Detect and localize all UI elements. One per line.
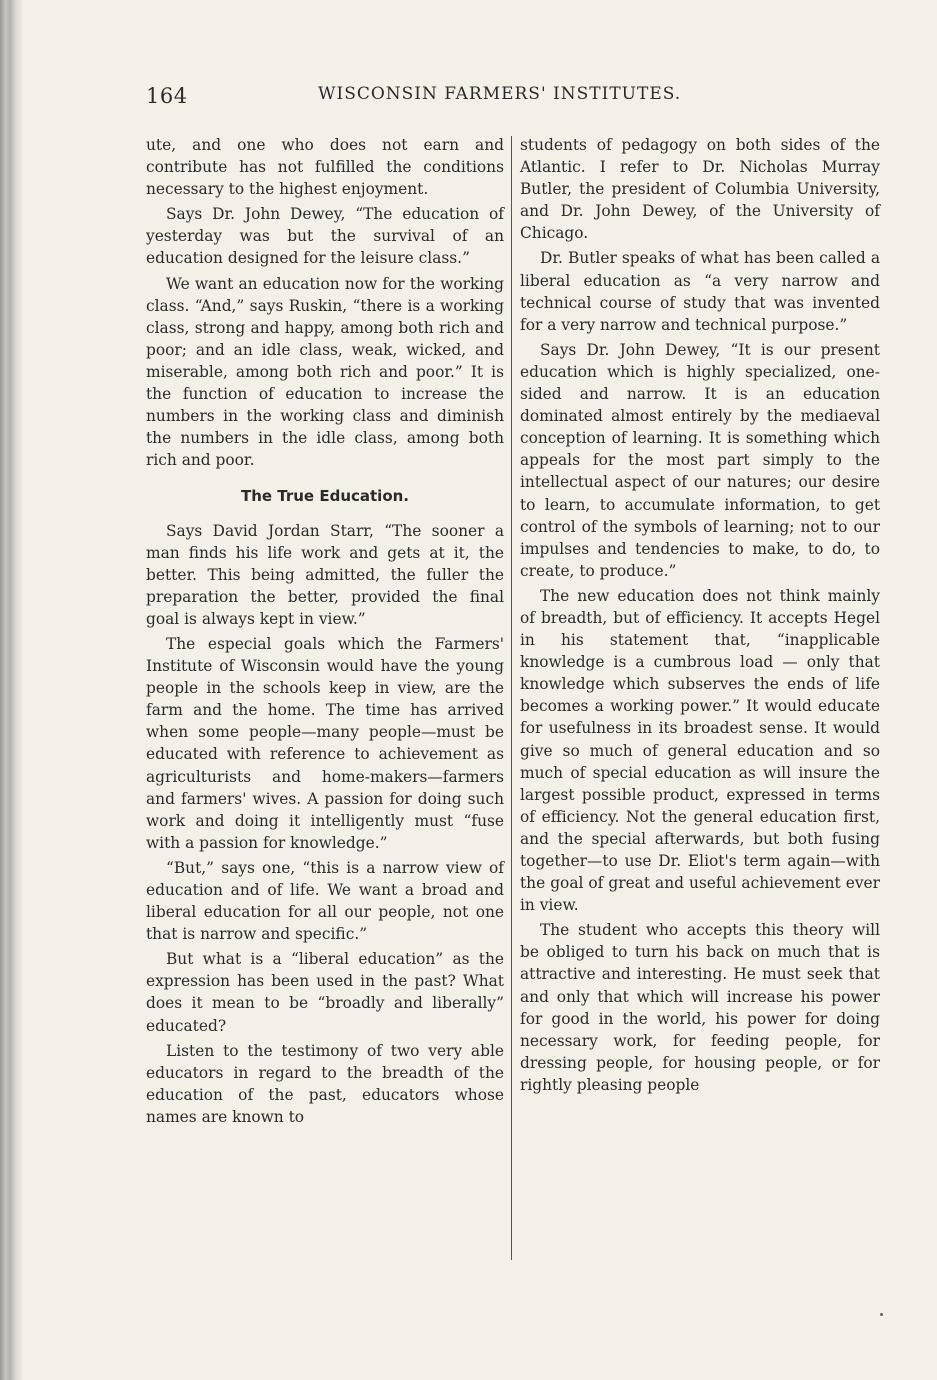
page-number: 164 — [146, 84, 188, 108]
left-column — [146, 134, 504, 1128]
right-column — [520, 134, 880, 1096]
paragraph: Says Dr. John Dewey, “The education of yesterday was but the survival of an education designed for the leisure class.” — [146, 205, 504, 268]
paragraph: The new education does not think mainly of breadth, but of efficiency. It accepts Hegel in his statement that, “inapplicable knowledge is a cumbrous load — only that knowledge which subserves the ends of life becomes a working power.” It would educate for usefulness in its broadest sense. It would give so much of general education and so much of special education as will insure the largest possible product, expressed in terms of efficiency. Not the general education first, and the special afterwards, but both fusing together—to use Dr. Eliot's term again—with the goal of great and useful achievement ever in view. — [520, 586, 880, 915]
paragraph: The especial goals which the Farmers' Institute of Wisconsin would have the young people in the schools keep in view, are the farm and the home. The time has arrived when some people—many people—must be educated with reference to achievement as agriculturists and home-makers—farmers and farmers' wives. A passion for doing such work and doing it intelligently must “fuse with a passion for knowledge.” — [146, 634, 504, 852]
paragraph: ute, and one who does not earn and contribute has not fulfilled the conditions necessary to the highest enjoyment. — [146, 136, 504, 199]
paragraph: We want an education now for the working class. “And,” says Ruskin, “there is a working class, strong and happy, among both rich and poor; and an idle class, weak, wicked, and miserable, among both rich and poor.” It is the function of education to increase the numbers in the working class and diminish the numbers in the idle class, among both rich and poor. — [146, 274, 504, 470]
paragraph: But what is a “liberal education” as the expression has been used in the past? What does it mean to be “broadly and liberally” educated? — [146, 950, 504, 1035]
paragraph: students of pedagogy on both sides of the Atlantic. I refer to Dr. Nicholas Murray Butler, the president of Columbia University, and Dr. John Dewey, of the University of Chicago. — [520, 136, 880, 243]
paragraph: The student who accepts this theory will be obliged to turn his back on much that is attractive and interesting. He must seek that and only that which will increase his power for good in the world, his power for doing necessary work, for feeding people, for dressing people, for housing people, or for rightly pleasing people — [520, 921, 880, 1094]
column-divider — [511, 136, 512, 1260]
book-binding-shadow — [0, 0, 22, 1380]
section-heading: The True Education. — [240, 487, 410, 506]
paragraph: Says David Jordan Starr, “The sooner a man finds his life work and gets at it, the better. This being admitted, the fuller the preparation the better, provided the final goal is always kept in view.” — [146, 521, 504, 628]
paragraph: Listen to the testimony of two very able educators in regard to the breadth of the education of the past, educators whose names are known to — [146, 1041, 504, 1126]
running-title: WISCONSIN FARMERS' INSTITUTES. — [318, 84, 682, 104]
paragraph: Says Dr. John Dewey, “It is our present education which is highly specialized, one-sided and narrow. It is an education dominated almost entirely by the mediaeval conception of learning. It is something which appeals for the most part simply to the intellectual aspect of our natures; our desire to learn, to accumulate information, to get control of the symbols of learning; not to our impulses and tendencies to make, to do, to create, to produce.” — [520, 340, 880, 580]
paragraph: “But,” says one, “this is a narrow view of education and of life. We want a broad and liberal education for all our people, not one that is narrow and specific.” — [146, 858, 504, 944]
paragraph: Dr. Butler speaks of what has been called a liberal education as “a very narrow and technical course of study that was invented for a very narrow and technical purpose.” — [520, 249, 880, 334]
print-speck — [880, 1313, 883, 1316]
